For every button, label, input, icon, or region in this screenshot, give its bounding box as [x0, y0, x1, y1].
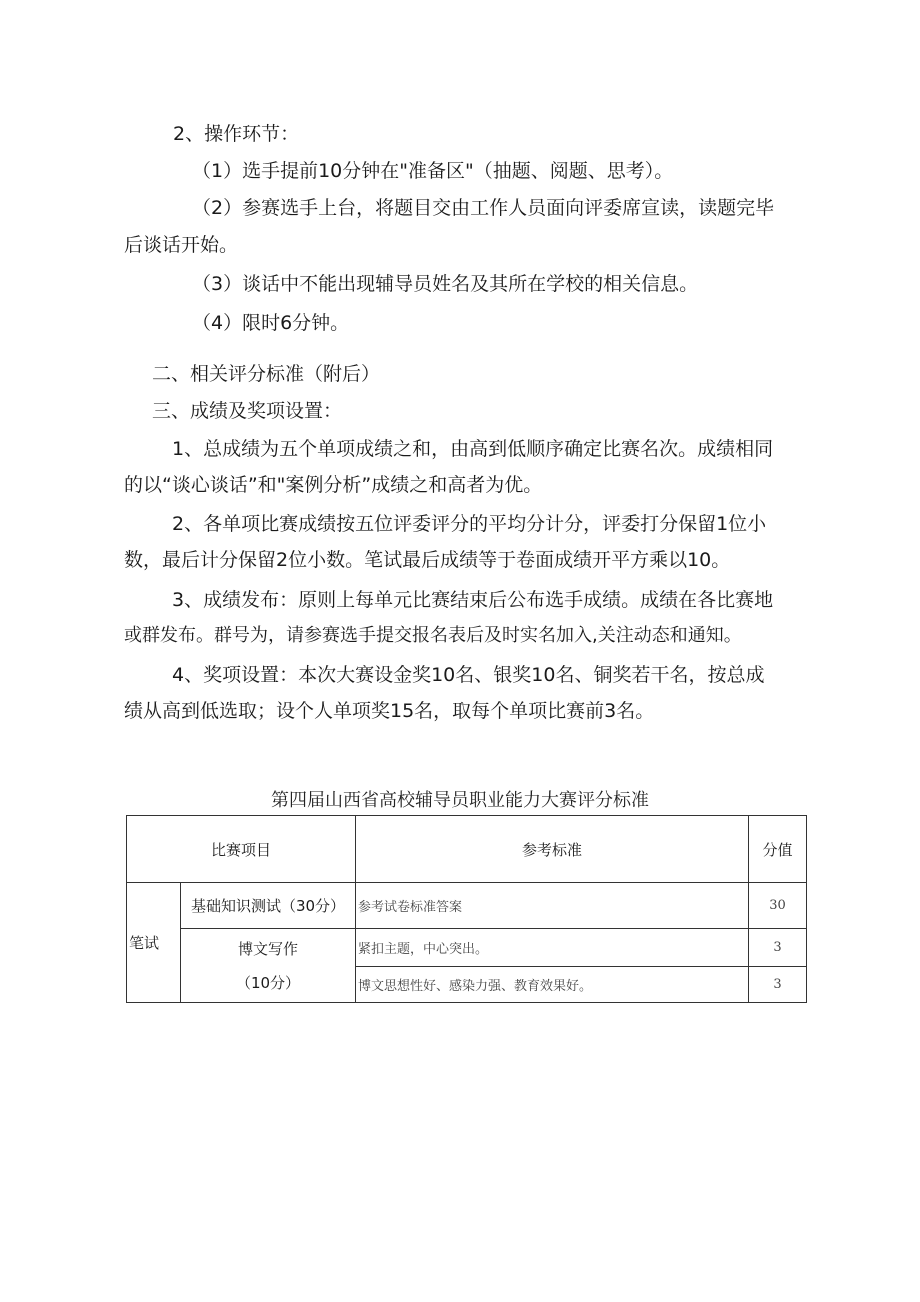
ops-heading: 2、操作环节： [173, 123, 300, 145]
ops-step-3: （3）谈话中不能出现辅导员姓名及其所在学校的相关信息。 [192, 273, 699, 295]
award-item-1-line-2: 的以“谈心谈话”和"案例分析”成绩之和高者为优。 [124, 474, 543, 496]
ops-step-4: （4）限时6分钟。 [192, 312, 350, 334]
ops-step-1: （1）选手提前10分钟在"准备区"（抽题、阅题、思考）。 [192, 160, 674, 182]
award-item-3-line-1: 3、成绩发布：原则上每单元比赛结束后公布选手成绩。成绩在各比赛地 [172, 589, 774, 611]
section-two-heading: 二、相关评分标准（附后） [152, 363, 381, 385]
standard-cell: 博文思想性好、感染力强、教育效果好。 [356, 967, 749, 1003]
header-standard: 参考标准 [356, 816, 749, 883]
score-cell: 30 [749, 883, 807, 929]
table-row [127, 883, 807, 929]
header-item: 比赛项目 [127, 816, 356, 883]
score-cell: 3 [749, 929, 807, 967]
award-item-3 [124, 582, 814, 654]
award-item-4 [124, 657, 814, 729]
sub-basic-knowledge: 基础知识测试（30分） [181, 883, 356, 929]
standard-cell: 紧扣主题，中心突出。 [356, 929, 749, 967]
scoring-table [126, 815, 807, 1003]
sub-blog-writing-points: （10分） [235, 973, 301, 992]
table-row [127, 929, 807, 967]
award-item-3-line-2: 或群发布。群号为，请参赛选手提交报名表后及时实名加入,关注动态和通知。 [124, 625, 742, 646]
section-three-heading: 三、成绩及奖项设置： [152, 400, 343, 422]
award-item-2-line-2: 数，最后计分保留2位小数。笔试最后成绩等于卷面成绩开平方乘以10。 [124, 549, 731, 571]
award-item-4-line-2: 绩从高到低选取；设个人单项奖15名，取每个单项比赛前3名。 [124, 700, 655, 722]
sub-blog-writing [181, 929, 356, 1003]
header-score: 分值 [749, 816, 807, 883]
award-item-4-line-1: 4、奖项设置：本次大赛设金奖10名、银奖10名、铜奖若干名，按总成 [172, 664, 765, 686]
table-title: 第四届山西省高校辅导员职业能力大赛评分标准 [271, 790, 649, 811]
sub-blog-writing-title: 博文写作 [238, 939, 299, 958]
ops-step-2: （2）参赛选手上台，将题目交由工作人员面向评委席宣读，读题完毕 [192, 197, 775, 219]
standard-cell: 参考试卷标准答案 [356, 883, 749, 929]
table-header-row [127, 816, 807, 883]
category-written: 笔试 [127, 883, 181, 1003]
ops-step-2-cont: 后谈话开始。 [124, 234, 239, 256]
award-item-1 [124, 431, 814, 503]
award-item-1-line-1: 1、总成绩为五个单项成绩之和，由高到低顺序确定比赛名次。成绩相同 [172, 438, 774, 460]
score-cell: 3 [749, 967, 807, 1003]
award-item-2 [124, 506, 814, 578]
award-item-2-line-1: 2、各单项比赛成绩按五位评委评分的平均分计分，评委打分保留1位小 [172, 513, 767, 535]
